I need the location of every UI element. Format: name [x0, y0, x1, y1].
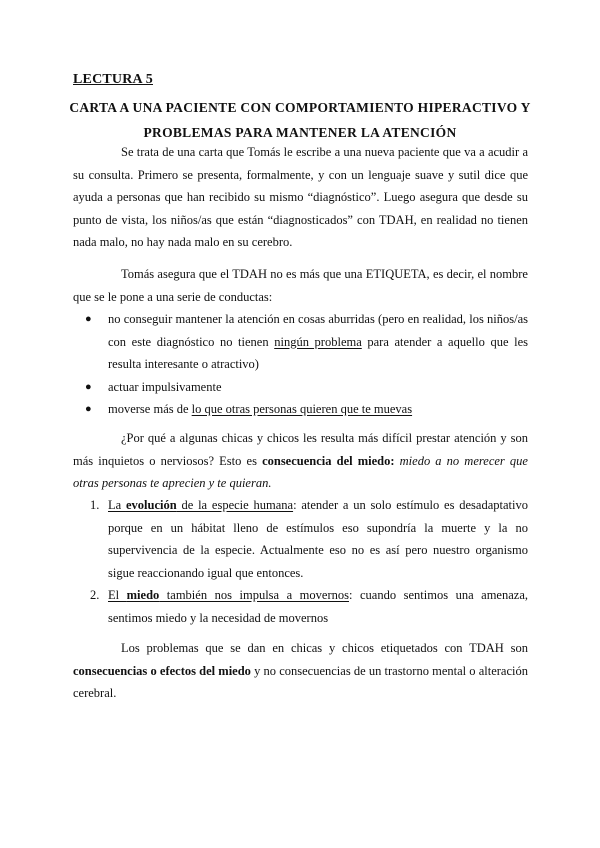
conclusion-paragraph: Los problemas que se dan en chicas y chicos etiquetados con TDAH son consecuencias o efectos del miedo y no consecuencias de un trastorno mental o alteración cerebral. [73, 641, 528, 700]
list-item: 2. El miedo también nos impulsa a movernos: cuando sentimos una amenaza, sentimos miedo y la necesidad de movernos [90, 588, 528, 625]
etiqueta-paragraph [73, 263, 528, 308]
intro-text: Se trata de una carta que Tomás le escribe a una nueva paciente que va a acudir a su consulta. Primero se presenta, formalmente, y con un lenguaje suave y sutil dice que ayuda a personas que han recibido su mismo “diagnóstico”. Luego asegura que desde su punto de vista, los niños/as que están “diagnosticados” con TDAH, en realidad no tienen nada malo, no hay nada malo en su cerebro. [73, 145, 528, 249]
bullet-icon: ● [85, 380, 92, 393]
fear-consequence-bold: consecuencia del miedo: [262, 453, 395, 468]
title-line-1: CARTA A UNA PACIENTE CON COMPORTAMIENTO HIPERACTIVO Y [69, 100, 531, 115]
list-item: ● no conseguir mantener la atención en cosas aburridas (pero en realidad, los niños/as con este diagnóstico no tienen ningún problema para atender a aquello que les resulta interesante o atractivo) [73, 308, 528, 376]
fear-explanation-italic: miedo a no merecer que otras personas te aprecien y te quieran. [73, 453, 528, 490]
question-paragraph: ¿Por qué a algunas chicas y chicos les resulta más difícil prestar atención y son más inquietos o nerviosos? Esto es consecuencia del miedo: miedo a no merecer que otras personas te aprecien y te quieran. [73, 431, 528, 490]
intro-paragraph [73, 141, 528, 254]
reasons-list [73, 494, 528, 629]
list-item: ● moverse más de lo que otras personas quieren que te muevas [73, 398, 528, 421]
reading-heading: LECTURA 5 [73, 72, 153, 87]
fear-effects-bold: consecuencias o efectos del miedo [73, 663, 251, 678]
letter-title [60, 95, 540, 145]
etiqueta-text: Tomás asegura que el TDAH no es más que una ETIQUETA, es decir, el nombre que se le pone a una serie de conductas: [73, 267, 528, 304]
title-line-2: PROBLEMAS PARA MANTENER LA ATENCIÓN [143, 125, 457, 140]
list-item: ● actuar impulsivamente [73, 376, 528, 399]
bullet-icon: ● [85, 313, 92, 325]
list-item: 1. La evolución de la especie humana: atender a un solo estímulo es desadaptativo porque en un hábitat lleno de estímulos eso supondría la muerte y la no supervivencia de la especie. Actualmente eso no es así pero nuestro organismo sigue reaccionando igual que entonces. [90, 498, 528, 580]
bullet-icon: ● [85, 403, 92, 415]
behaviour-list [73, 308, 528, 421]
